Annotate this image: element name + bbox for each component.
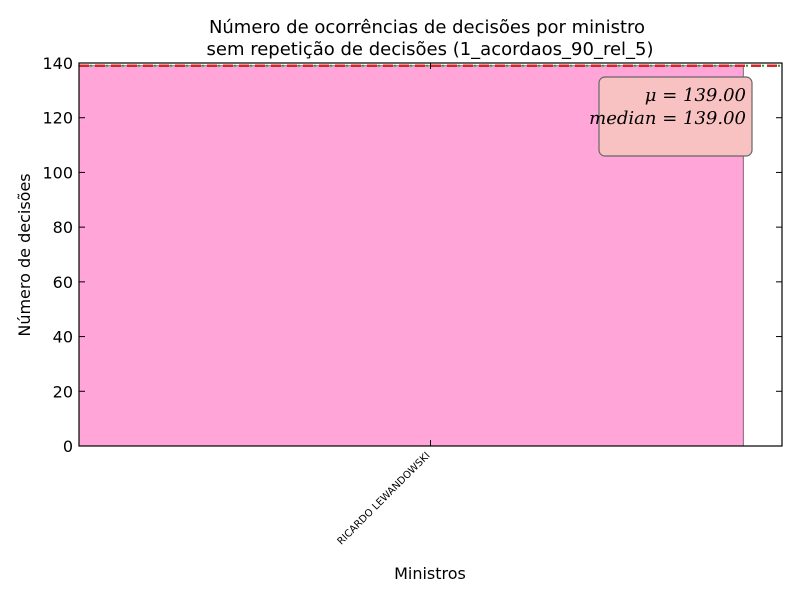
y-axis-label: Número de decisões xyxy=(15,173,34,337)
y-tick-label-60: 60 xyxy=(52,272,73,292)
y-tick-label-20: 20 xyxy=(52,382,73,402)
x-tick-label-0: RICARDO LEWANDOWSKI xyxy=(335,450,433,548)
chart-title-line2: sem repetição de decisões (1_acordaos_90_rel_5) xyxy=(206,39,654,60)
y-tick-label-80: 80 xyxy=(52,218,73,238)
x-axis-label: Ministros xyxy=(394,564,466,583)
stats-mean-text: μ = 139.00 xyxy=(644,85,746,106)
chart-title-line1: Número de ocorrências de decisões por ministro xyxy=(208,17,646,38)
y-tick-label-0: 0 xyxy=(62,437,73,456)
stats-legend-box xyxy=(589,77,752,156)
y-tick-label-100: 100 xyxy=(42,163,73,183)
y-tick-label-140: 140 xyxy=(42,54,73,73)
y-tick-label-120: 120 xyxy=(42,108,73,128)
y-tick-label-40: 40 xyxy=(52,327,73,347)
stats-median-text: median = 139.00 xyxy=(589,108,746,129)
